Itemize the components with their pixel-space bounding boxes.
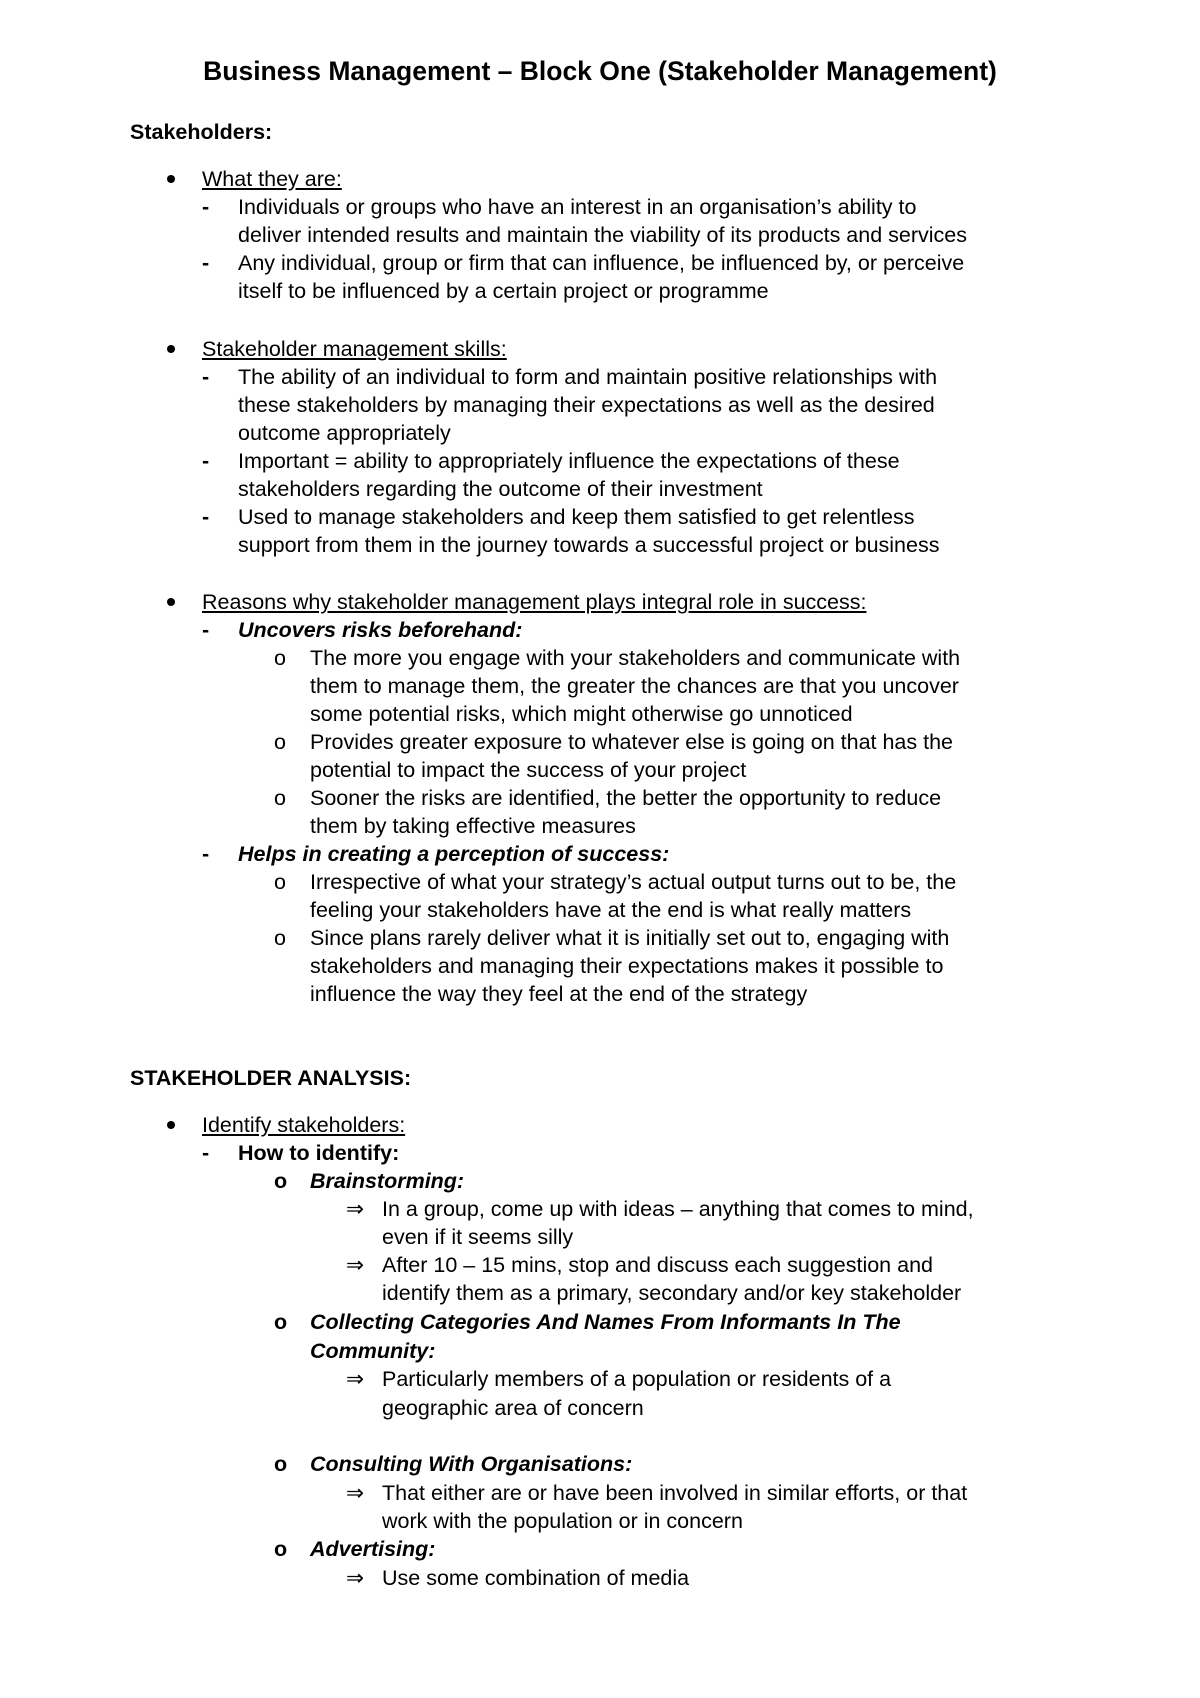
list-item-text: potential to impact the success of your project	[310, 758, 747, 782]
bullet-marker	[167, 598, 175, 606]
list-item-text: work with the population or in concern	[382, 1509, 743, 1533]
list-item-text: The more you engage with your stakeholders and communicate with	[310, 646, 961, 670]
list-item-text: stakeholders regarding the outcome of their investment	[238, 477, 763, 501]
list-item-text: these stakeholders by managing their expectations as well as the desired	[238, 393, 935, 417]
list-item-text: That either are or have been involved in similar efforts, or that	[382, 1481, 968, 1505]
dash-marker: -	[202, 449, 210, 473]
sub-heading-collecting-categories-cont: Community:	[310, 1339, 436, 1363]
dash-marker: -	[202, 505, 210, 529]
list-item-text: support from them in the journey towards a successful project or business	[238, 533, 940, 557]
circle-marker: o	[274, 786, 286, 810]
list-item-text: itself to be influenced by a certain project or programme	[238, 279, 769, 303]
sub-heading-consulting-organisations: Consulting With Organisations:	[310, 1452, 633, 1476]
list-heading-identify-stakeholders: Identify stakeholders:	[202, 1113, 406, 1137]
dash-marker: -	[202, 618, 210, 642]
list-item-text: Particularly members of a population or residents of a	[382, 1367, 892, 1391]
sub-heading-perception-of-success: Helps in creating a perception of success:	[238, 842, 670, 866]
bullet-marker	[167, 345, 175, 353]
dash-marker: -	[202, 842, 210, 866]
arrow-marker: ⇒	[346, 1367, 365, 1391]
circle-marker: o	[274, 646, 286, 670]
list-item-text: identify them as a primary, secondary and/or key stakeholder	[382, 1281, 962, 1305]
list-item-text: Any individual, group or firm that can influence, be influenced by, or perceive	[238, 251, 965, 275]
circle-marker: o	[274, 1310, 288, 1334]
circle-marker: o	[274, 1169, 288, 1193]
circle-marker: o	[274, 926, 286, 950]
list-item-text: deliver intended results and maintain the viability of its products and services	[238, 223, 967, 247]
section-heading-stakeholder-analysis: STAKEHOLDER ANALYSIS:	[130, 1066, 412, 1090]
dash-marker: -	[202, 1141, 210, 1165]
list-item-text: Since plans rarely deliver what it is initially set out to, engaging with	[310, 926, 950, 950]
list-heading-what-they-are: What they are:	[202, 167, 342, 191]
list-item-text: Use some combination of media	[382, 1566, 690, 1590]
list-item-text: them to manage them, the greater the chances are that you uncover	[310, 674, 959, 698]
sub-heading-advertising: Advertising:	[310, 1537, 436, 1561]
circle-marker: o	[274, 870, 286, 894]
list-item-text: them by taking effective measures	[310, 814, 636, 838]
list-heading-skills: Stakeholder management skills:	[202, 337, 507, 361]
arrow-marker: ⇒	[346, 1253, 365, 1277]
list-item-text: outcome appropriately	[238, 421, 451, 445]
page-title: Business Management – Block One (Stakeholder Management)	[203, 56, 997, 86]
list-item-text: influence the way they feel at the end of the strategy	[310, 982, 808, 1006]
sub-heading-uncovers-risks: Uncovers risks beforehand:	[238, 618, 523, 642]
list-item-text: Important = ability to appropriately influence the expectations of these	[238, 449, 900, 473]
list-item-text: Sooner the risks are identified, the better the opportunity to reduce	[310, 786, 942, 810]
dash-marker: -	[202, 195, 210, 219]
list-heading-reasons: Reasons why stakeholder management plays integral role in success:	[202, 590, 867, 614]
dash-marker: -	[202, 251, 210, 275]
circle-marker: o	[274, 730, 286, 754]
list-item-text: Used to manage stakeholders and keep them satisfied to get relentless	[238, 505, 915, 529]
sub-heading-collecting-categories: Collecting Categories And Names From Informants In The	[310, 1310, 901, 1334]
arrow-marker: ⇒	[346, 1566, 365, 1590]
arrow-marker: ⇒	[346, 1481, 365, 1505]
list-item-text: Irrespective of what your strategy’s actual output turns out to be, the	[310, 870, 957, 894]
dash-marker: -	[202, 365, 210, 389]
list-item-text: The ability of an individual to form and maintain positive relationships with	[238, 365, 938, 389]
sub-heading-how-to-identify: How to identify:	[238, 1141, 400, 1165]
bullet-marker	[167, 175, 175, 183]
arrow-marker: ⇒	[346, 1197, 365, 1221]
sub-heading-brainstorming: Brainstorming:	[310, 1169, 465, 1193]
list-item-text: feeling your stakeholders have at the end is what really matters	[310, 898, 912, 922]
section-heading-stakeholders: Stakeholders:	[130, 120, 273, 144]
list-item-text: even if it seems silly	[382, 1225, 574, 1249]
list-item-text: Provides greater exposure to whatever else is going on that has the	[310, 730, 953, 754]
list-item-text: After 10 – 15 mins, stop and discuss each suggestion and	[382, 1253, 933, 1277]
list-item-text: In a group, come up with ideas – anything that comes to mind,	[382, 1197, 974, 1221]
list-item-text: stakeholders and managing their expectations makes it possible to	[310, 954, 944, 978]
list-item-text: geographic area of concern	[382, 1396, 644, 1420]
list-item-text: Individuals or groups who have an interest in an organisation’s ability to	[238, 195, 917, 219]
circle-marker: o	[274, 1537, 288, 1561]
circle-marker: o	[274, 1452, 288, 1476]
bullet-marker	[167, 1121, 175, 1129]
list-item-text: some potential risks, which might otherwise go unnoticed	[310, 702, 853, 726]
